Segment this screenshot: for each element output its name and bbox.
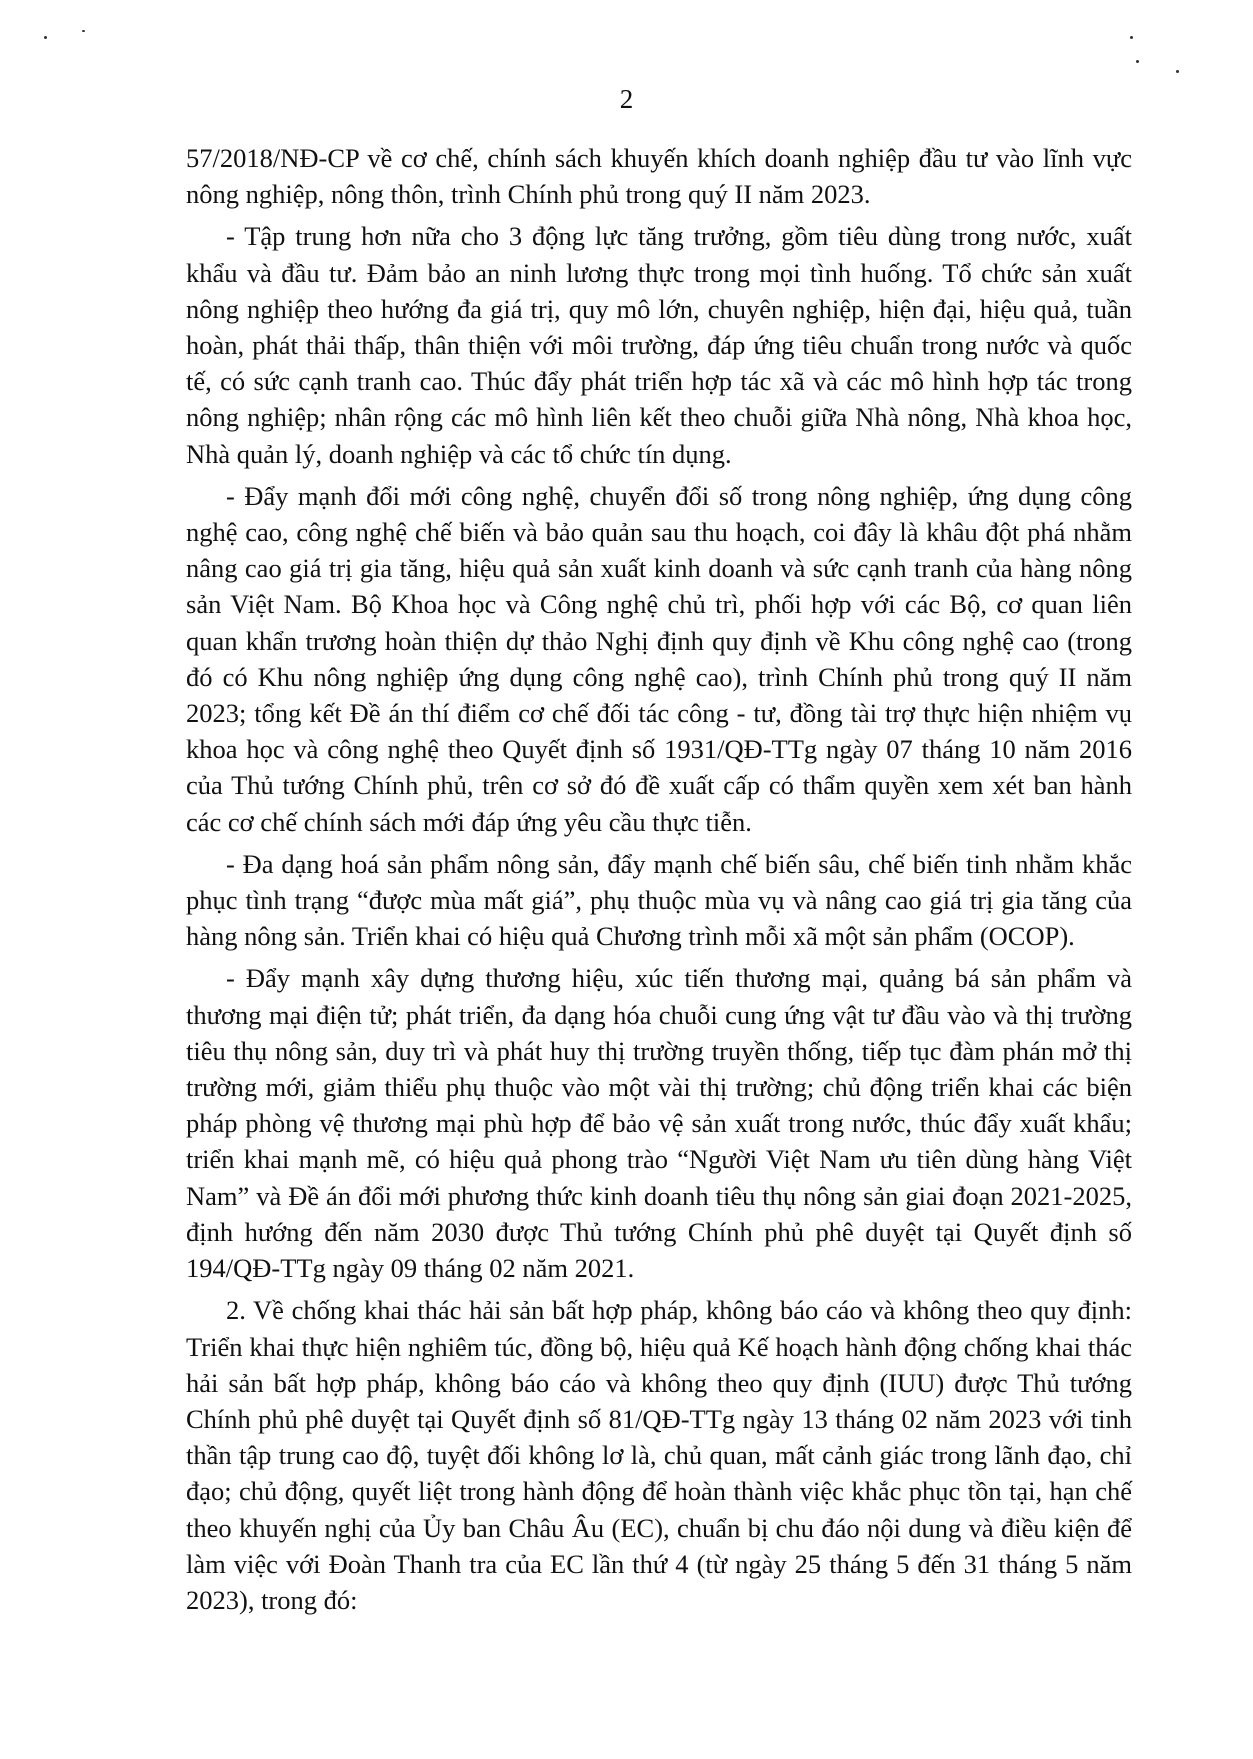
scan-speck bbox=[1136, 60, 1139, 63]
paragraph-continuation: 57/2018/NĐ-CP về cơ chế, chính sách khuyến khích doanh nghiệp đầu tư vào lĩnh vực nông nghiệp, nông thôn, trình Chính phủ trong quý II năm 2023. bbox=[186, 143, 1132, 210]
scan-speck bbox=[1176, 70, 1179, 73]
paragraph-technology-innovation: - Đẩy mạnh đổi mới công nghệ, chuyển đổi số trong nông nghiệp, ứng dụng công nghệ cao, công nghệ chế biến và bảo quản sau thu hoạch, coi đây là khâu đột phá nhằm nâng cao giá trị gia tăng, hiệu quả sản xuất kinh doanh và sức cạnh tranh của hàng nông sản Việt Nam. Bộ Khoa học và Công nghệ chủ trì, phối hợp với các Bộ, cơ quan liên quan khẩn trương hoàn thiện dự thảo Nghị định quy định về Khu công nghệ cao (trong đó có Khu nông nghiệp ứng dụng công nghệ cao), trình Chính phủ trong quý II năm 2023; tổng kết Đề án thí điểm cơ chế đối tác công - tư, đồng tài trợ thực hiện nhiệm vụ khoa học và công nghệ theo Quyết định số 1931/QĐ-TTg ngày 07 tháng 10 năm 2016 của Thủ tướng Chính phủ, trên cơ sở đó đề xuất cấp có thẩm quyền xem xét ban hành các cơ chế chính sách mới đáp ứng yêu cầu thực tiễn. bbox=[186, 480, 1132, 837]
scan-speck bbox=[82, 30, 85, 32]
document-body bbox=[186, 140, 1132, 1624]
paragraph-trade-promotion: - Đẩy mạnh xây dựng thương hiệu, xúc tiến thương mại, quảng bá sản phẩm và thương mại điện tử; phát triển, đa dạng hóa chuỗi cung ứng vật tư đầu vào và thị trường tiêu thụ nông sản, duy trì và phát huy thị trường truyền thống, tiếp tục đàm phán mở thị trường mới, giảm thiểu phụ thuộc vào một vài thị trường; chủ động triển khai các biện pháp phòng vệ thương mại phù hợp để bảo vệ sản xuất trong nước, thúc đẩy xuất khẩu; triển khai mạnh mẽ, có hiệu quả phong trào “Người Việt Nam ưu tiên dùng hàng Việt Nam” và Đề án đổi mới phương thức kinh doanh tiêu thụ nông sản giai đoạn 2021-2025, định hướng đến năm 2030 được Thủ tướng Chính phủ phê duyệt tại Quyết định số 194/QĐ-TTg ngày 09 tháng 02 năm 2021. bbox=[186, 963, 1132, 1284]
scan-speck bbox=[1130, 36, 1133, 39]
paragraph-iuu-fishing: 2. Về chống khai thác hải sản bất hợp pháp, không báo cáo và không theo quy định: Triển khai thực hiện nghiêm túc, đồng bộ, hiệu quả Kế hoạch hành động chống khai thác hải sản bất hợp pháp, không báo cáo và không theo quy định (IUU) được Thủ tướng Chính phủ phê duyệt tại Quyết định số 81/QĐ-TTg ngày 13 tháng 02 năm 2023 với tinh thần tập trung cao độ, tuyệt đối không lơ là, chủ quan, mất cảnh giác trong lãnh đạo, chỉ đạo; chủ động, quyết liệt trong hành động để hoàn thành việc khắc phục tồn tại, hạn chế theo khuyến nghị của Ủy ban Châu Âu (EC), chuẩn bị chu đáo nội dung và điều kiện để làm việc với Đoàn Thanh tra của EC lần thứ 4 (từ ngày 25 tháng 5 đến 31 tháng 5 năm 2023), trong đó: bbox=[186, 1295, 1132, 1615]
page-number: 2 bbox=[619, 84, 634, 114]
paragraph-product-diversification: - Đa dạng hoá sản phẩm nông sản, đẩy mạnh chế biến sâu, chế biến tinh nhằm khắc phục tình trạng “được mùa mất giá”, phụ thuộc mùa vụ và nâng cao giá trị gia tăng của hàng nông sản. Triển khai có hiệu quả Chương trình mỗi xã một sản phẩm (OCOP). bbox=[186, 848, 1132, 952]
paragraph-growth-drivers: - Tập trung hơn nữa cho 3 động lực tăng trưởng, gồm tiêu dùng trong nước, xuất khẩu và đầu tư. Đảm bảo an ninh lương thực trong mọi tình huống. Tổ chức sản xuất nông nghiệp theo hướng đa giá trị, quy mô lớn, chuyên nghiệp, hiện đại, hiệu quả, tuần hoàn, phát thải thấp, thân thiện với môi trường, đáp ứng tiêu chuẩn trong nước và quốc tế, có sức cạnh tranh cao. Thúc đẩy phát triển hợp tác xã và các mô hình hợp tác trong nông nghiệp; nhân rộng các mô hình liên kết theo chuỗi giữa Nhà nông, Nhà khoa học, Nhà quản lý, doanh nghiệp và các tổ chức tín dụng. bbox=[186, 221, 1132, 469]
scan-speck bbox=[44, 36, 47, 39]
